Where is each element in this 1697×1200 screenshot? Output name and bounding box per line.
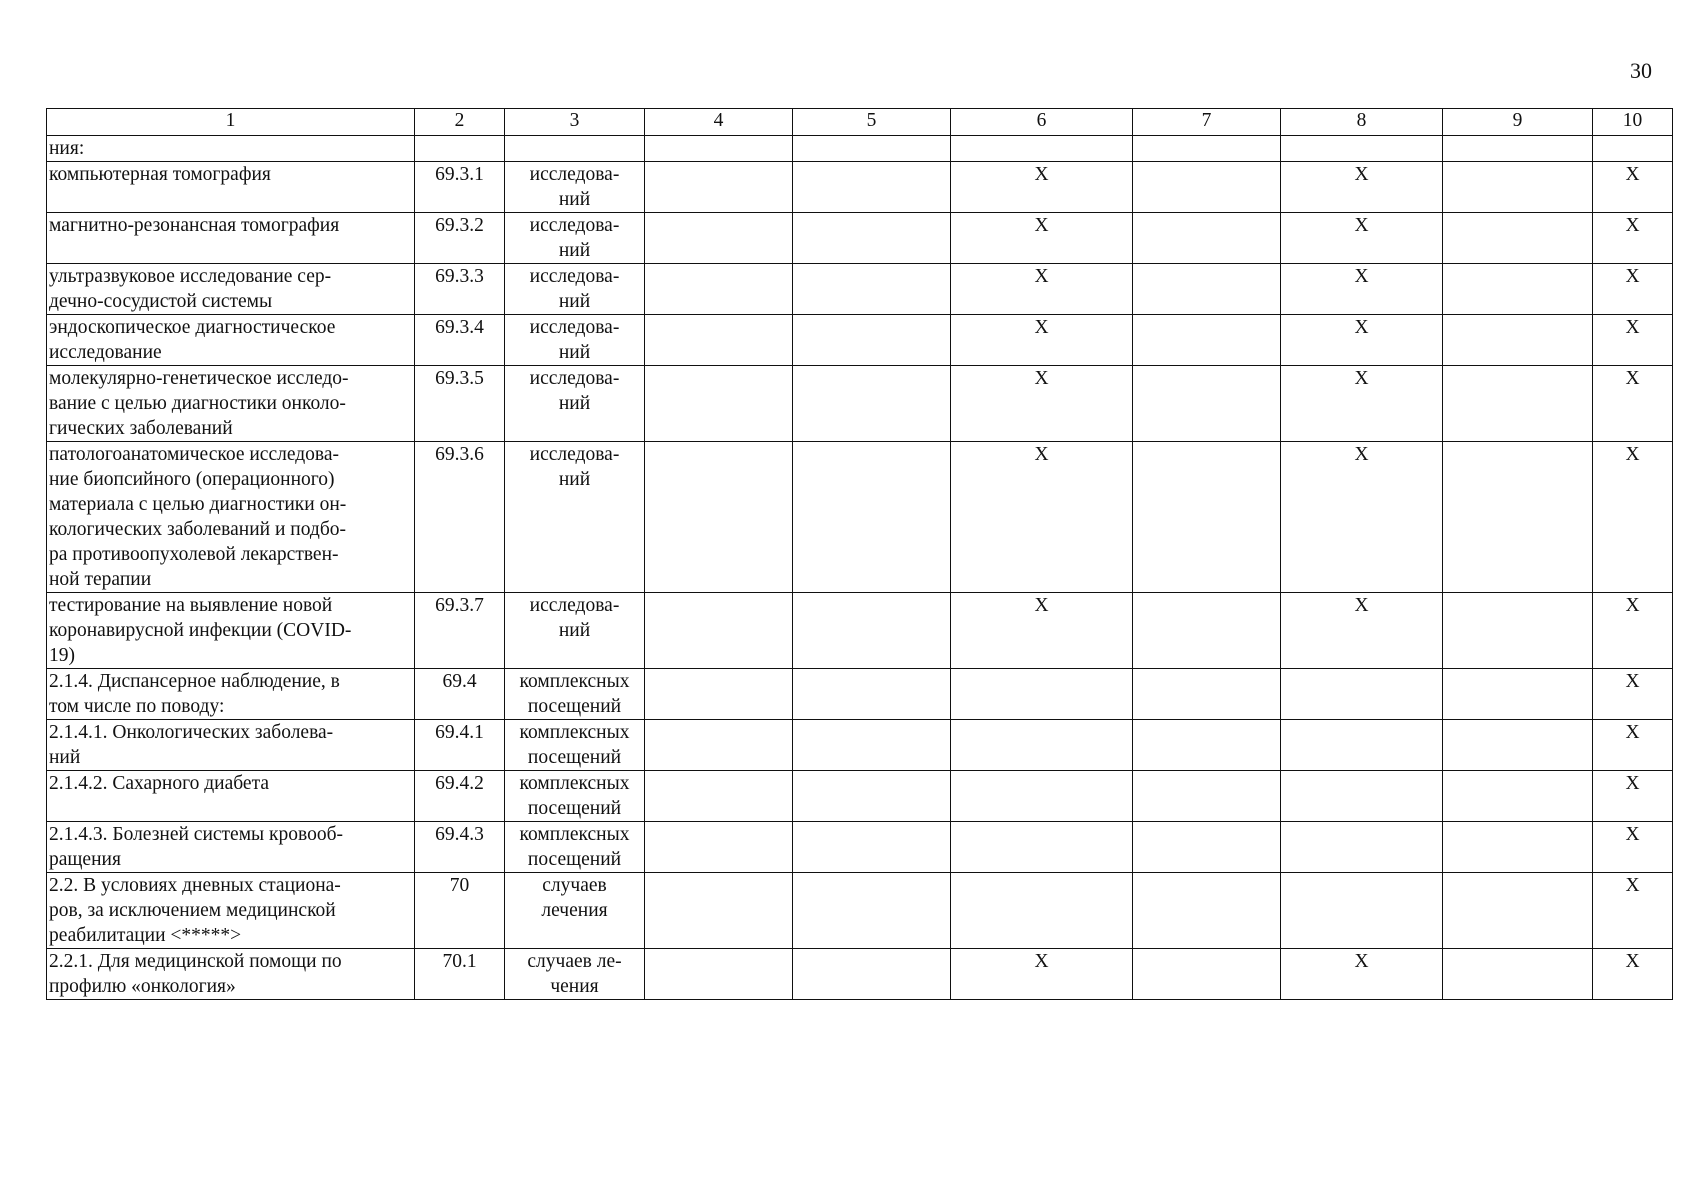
cell-col-5 [793,771,951,822]
cell-col-7 [1133,720,1281,771]
cell-col-10: X [1593,873,1673,949]
cell-col-9 [1443,771,1593,822]
row-code-cell: 70.1 [415,949,505,1000]
row-name-cell: патологоанатомическое исследова- ние биопсийного (операционного) материала с целью диагностики он- кологических заболеваний и подбо- ра противоопухолевой лекарствен- ной терапии [47,442,415,593]
column-header: 4 [645,109,793,136]
row-name-cell: ультразвуковое исследование сер- дечно-сосудистой системы [47,264,415,315]
cell-col-5 [793,162,951,213]
cell-col-6 [951,720,1133,771]
cell-col-4 [645,366,793,442]
cell-col-10: X [1593,213,1673,264]
cell-col-9 [1443,720,1593,771]
cell-col-8: X [1281,315,1443,366]
column-header: 7 [1133,109,1281,136]
row-name-cell: эндоскопическое диагностическое исследование [47,315,415,366]
cell-col-6: X [951,366,1133,442]
row-code-cell: 69.4.1 [415,720,505,771]
data-table [46,108,1673,1000]
cell-col-9 [1443,949,1593,1000]
column-header: 8 [1281,109,1443,136]
row-name-cell: тестирование на выявление новой коронавирусной инфекции (COVID- 19) [47,593,415,669]
cell-col-8 [1281,669,1443,720]
row-unit-cell: исследова- ний [505,593,645,669]
cell-col-7 [1133,136,1281,162]
cell-col-5 [793,593,951,669]
cell-col-10: X [1593,669,1673,720]
cell-col-6: X [951,162,1133,213]
cell-col-6: X [951,442,1133,593]
cell-col-9 [1443,593,1593,669]
cell-col-10 [1593,136,1673,162]
cell-col-8: X [1281,264,1443,315]
row-name-cell: магнитно-резонансная томография [47,213,415,264]
row-unit-cell: комплексных посещений [505,669,645,720]
cell-col-8 [1281,136,1443,162]
cell-col-6 [951,822,1133,873]
cell-col-10: X [1593,442,1673,593]
cell-col-10: X [1593,162,1673,213]
table-row [47,720,1673,771]
cell-col-10: X [1593,593,1673,669]
cell-col-7 [1133,822,1281,873]
cell-col-6: X [951,949,1133,1000]
cell-col-8: X [1281,442,1443,593]
cell-col-5 [793,822,951,873]
cell-col-9 [1443,264,1593,315]
row-unit-cell: комплексных посещений [505,771,645,822]
row-code-cell: 69.3.3 [415,264,505,315]
cell-col-4 [645,593,793,669]
cell-col-8: X [1281,213,1443,264]
cell-col-7 [1133,264,1281,315]
row-unit-cell: комплексных посещений [505,822,645,873]
table-row [47,593,1673,669]
cell-col-9 [1443,366,1593,442]
row-unit-cell: случаев лечения [505,873,645,949]
cell-col-9 [1443,669,1593,720]
cell-col-8 [1281,771,1443,822]
row-code-cell: 69.3.1 [415,162,505,213]
table-row [47,162,1673,213]
cell-col-10: X [1593,264,1673,315]
cell-col-5 [793,669,951,720]
table-row [47,669,1673,720]
cell-col-8: X [1281,949,1443,1000]
row-unit-cell: исследова- ний [505,366,645,442]
table-row [47,873,1673,949]
cell-col-6 [951,669,1133,720]
cell-col-6 [951,136,1133,162]
row-name-cell: 2.1.4.3. Болезней системы кровооб- ращения [47,822,415,873]
table-row [47,366,1673,442]
cell-col-7 [1133,593,1281,669]
cell-col-5 [793,315,951,366]
cell-col-9 [1443,442,1593,593]
page-number: 30 [1630,58,1652,83]
row-code-cell: 69.4.3 [415,822,505,873]
cell-col-4 [645,949,793,1000]
row-unit-cell: случаев ле- чения [505,949,645,1000]
table-row [47,136,1673,162]
cell-col-4 [645,442,793,593]
cell-col-4 [645,720,793,771]
table-row [47,949,1673,1000]
cell-col-4 [645,315,793,366]
row-unit-cell: исследова- ний [505,264,645,315]
row-name-cell: 2.2.1. Для медицинской помощи по профилю «онкология» [47,949,415,1000]
cell-col-4 [645,873,793,949]
row-unit-cell [505,136,645,162]
cell-col-8: X [1281,593,1443,669]
cell-col-9 [1443,822,1593,873]
row-unit-cell: исследова- ний [505,442,645,593]
column-header: 2 [415,109,505,136]
row-unit-cell: исследова- ний [505,162,645,213]
cell-col-4 [645,264,793,315]
row-name-cell: ния: [47,136,415,162]
cell-col-5 [793,366,951,442]
row-code-cell: 69.4 [415,669,505,720]
cell-col-5 [793,264,951,315]
cell-col-9 [1443,315,1593,366]
cell-col-9 [1443,162,1593,213]
cell-col-10: X [1593,720,1673,771]
row-unit-cell: исследова- ний [505,213,645,264]
cell-col-7 [1133,771,1281,822]
row-code-cell: 70 [415,873,505,949]
cell-col-6: X [951,213,1133,264]
table-row [47,822,1673,873]
cell-col-7 [1133,873,1281,949]
row-name-cell: молекулярно-генетическое исследо- вание с целью диагностики онколо- гических заболеваний [47,366,415,442]
cell-col-10: X [1593,949,1673,1000]
cell-col-5 [793,213,951,264]
cell-col-6: X [951,315,1133,366]
cell-col-4 [645,771,793,822]
cell-col-4 [645,669,793,720]
cell-col-5 [793,136,951,162]
column-header: 6 [951,109,1133,136]
cell-col-6: X [951,264,1133,315]
cell-col-7 [1133,949,1281,1000]
cell-col-4 [645,213,793,264]
cell-col-9 [1443,136,1593,162]
column-header: 9 [1443,109,1593,136]
table-row [47,213,1673,264]
cell-col-7 [1133,669,1281,720]
row-name-cell: 2.2. В условиях дневных стациона- ров, за исключением медицинской реабилитации <*****> [47,873,415,949]
row-code-cell: 69.3.2 [415,213,505,264]
cell-col-6: X [951,593,1133,669]
cell-col-7 [1133,366,1281,442]
row-name-cell: компьютерная томография [47,162,415,213]
cell-col-6 [951,771,1133,822]
cell-col-9 [1443,873,1593,949]
cell-col-8 [1281,873,1443,949]
cell-col-7 [1133,213,1281,264]
row-code-cell: 69.4.2 [415,771,505,822]
cell-col-10: X [1593,771,1673,822]
cell-col-5 [793,949,951,1000]
row-unit-cell: исследова- ний [505,315,645,366]
cell-col-4 [645,162,793,213]
cell-col-10: X [1593,366,1673,442]
cell-col-5 [793,442,951,593]
cell-col-7 [1133,315,1281,366]
header-row [47,109,1673,136]
cell-col-6 [951,873,1133,949]
table-row [47,315,1673,366]
cell-col-8 [1281,822,1443,873]
cell-col-5 [793,873,951,949]
cell-col-8: X [1281,366,1443,442]
row-code-cell: 69.3.4 [415,315,505,366]
row-code-cell: 69.3.7 [415,593,505,669]
cell-col-10: X [1593,315,1673,366]
row-name-cell: 2.1.4.2. Сахарного диабета [47,771,415,822]
column-header: 5 [793,109,951,136]
column-header: 1 [47,109,415,136]
cell-col-9 [1443,213,1593,264]
table-row [47,264,1673,315]
row-code-cell: 69.3.6 [415,442,505,593]
row-unit-cell: комплексных посещений [505,720,645,771]
cell-col-4 [645,136,793,162]
row-code-cell [415,136,505,162]
cell-col-7 [1133,442,1281,593]
column-header: 10 [1593,109,1673,136]
cell-col-5 [793,720,951,771]
cell-col-10: X [1593,822,1673,873]
column-header: 3 [505,109,645,136]
row-name-cell: 2.1.4. Диспансерное наблюдение, в том числе по поводу: [47,669,415,720]
cell-col-8: X [1281,162,1443,213]
cell-col-8 [1281,720,1443,771]
cell-col-7 [1133,162,1281,213]
row-name-cell: 2.1.4.1. Онкологических заболева- ний [47,720,415,771]
table-row [47,442,1673,593]
row-code-cell: 69.3.5 [415,366,505,442]
cell-col-4 [645,822,793,873]
table-row [47,771,1673,822]
